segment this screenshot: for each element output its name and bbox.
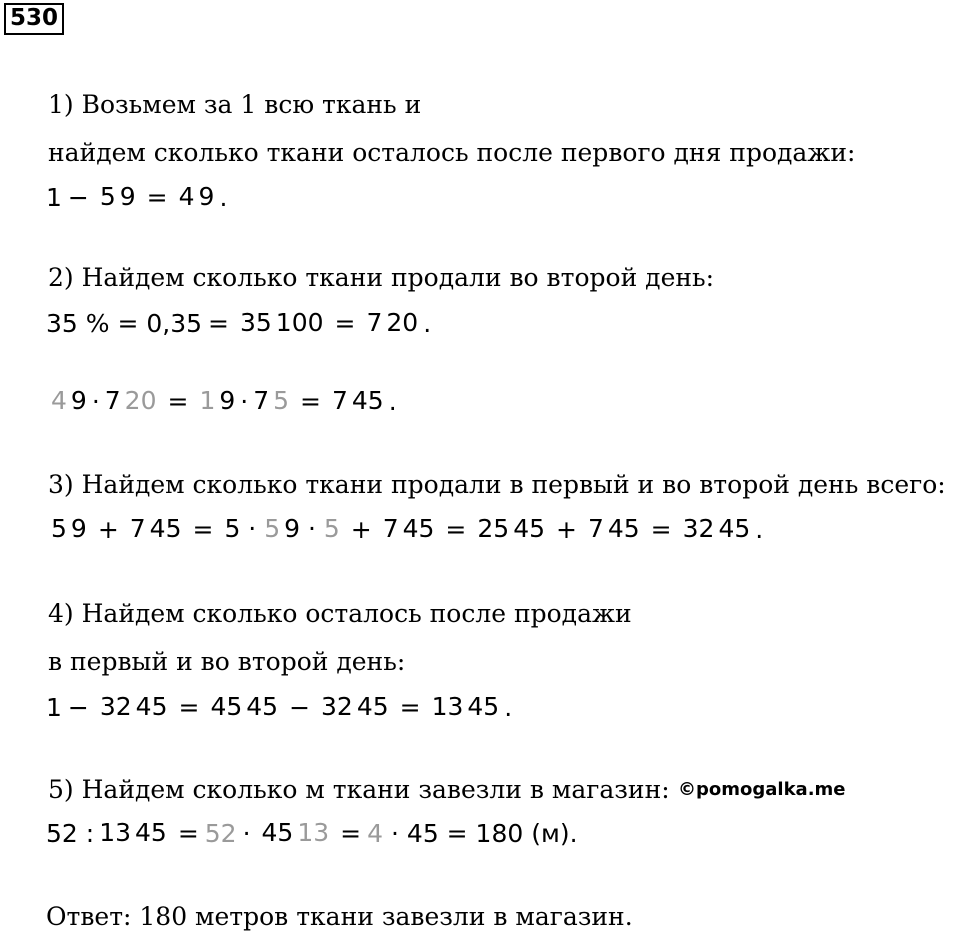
step-4-line-2: в первый и во второй день: bbox=[48, 647, 406, 676]
equals-sign: = bbox=[177, 818, 199, 848]
denominator: 9 bbox=[198, 182, 215, 211]
denominator-cancelled: 13 bbox=[297, 818, 330, 847]
fraction bbox=[103, 386, 159, 416]
numerator: 45 bbox=[261, 818, 294, 847]
denominator: 45 bbox=[607, 514, 640, 543]
numerator: 35 bbox=[239, 308, 272, 337]
equals-sign: = bbox=[178, 692, 200, 722]
period: . bbox=[423, 308, 432, 338]
fraction bbox=[49, 514, 89, 544]
denominator bbox=[282, 514, 342, 543]
fraction bbox=[251, 386, 291, 416]
equals-sign: = bbox=[192, 514, 214, 544]
step-2-line: 2) Найдем сколько ткани продали во второй день: bbox=[48, 263, 715, 292]
fraction bbox=[98, 692, 170, 722]
denominator: 45 bbox=[149, 514, 182, 543]
fraction bbox=[222, 514, 341, 544]
extra-factor: 5 bbox=[264, 514, 281, 543]
equation-4 bbox=[46, 514, 763, 544]
step-4-line-1: 4) Найдем сколько осталось после продажи bbox=[48, 599, 632, 628]
fraction bbox=[430, 692, 502, 722]
step-3-line: 3) Найдем сколько ткани продали в первый и во второй день всего: bbox=[48, 470, 946, 499]
denominator: 9 bbox=[219, 386, 236, 415]
equation-6 bbox=[46, 818, 578, 848]
denominator: 9 bbox=[70, 386, 87, 415]
numerator-reduced: 1 bbox=[199, 386, 216, 415]
numerator: 5 bbox=[51, 514, 67, 543]
equals-sign: = bbox=[399, 692, 421, 722]
plus-sign: + bbox=[556, 514, 577, 544]
fraction bbox=[681, 514, 753, 544]
denominator-reduced: 5 bbox=[273, 386, 290, 415]
denominator: 9 bbox=[70, 514, 87, 543]
numerator: 7 bbox=[104, 386, 121, 415]
numerator: 7 bbox=[253, 386, 270, 415]
numerator: 4 bbox=[178, 182, 195, 211]
equation-2 bbox=[46, 308, 431, 338]
step-1-line-1: 1) Возьмем за 1 всю ткань и bbox=[48, 90, 422, 119]
fraction bbox=[475, 514, 547, 544]
equals-sign: = bbox=[167, 386, 189, 416]
fraction bbox=[97, 818, 169, 848]
equals-sign: = bbox=[334, 308, 356, 338]
multiply-sign: · bbox=[240, 386, 249, 416]
multiply-sign: · bbox=[242, 818, 251, 848]
equals-sign: = bbox=[650, 514, 672, 544]
equals-sign: = bbox=[208, 308, 229, 338]
numerator: 32 bbox=[99, 692, 132, 721]
result: · 45 = 180 (м). bbox=[391, 818, 578, 848]
answer-line: Ответ: 180 метров ткани завезли в магазин. bbox=[46, 902, 633, 931]
numerator: 25 bbox=[477, 514, 510, 543]
fraction bbox=[197, 386, 237, 416]
period: . bbox=[755, 514, 764, 544]
step-1-line-2: найдем сколько ткани осталось после первого дня продажи: bbox=[48, 138, 856, 167]
period: . bbox=[388, 386, 397, 416]
multiply-sign: · bbox=[91, 386, 100, 416]
watermark: ©pomogalka.me bbox=[678, 779, 846, 800]
numerator: 7 bbox=[587, 514, 604, 543]
denominator: 45 bbox=[135, 818, 167, 847]
fraction bbox=[177, 182, 217, 212]
fraction bbox=[381, 514, 437, 544]
problem-number: 530 bbox=[4, 3, 64, 35]
fraction bbox=[238, 308, 326, 338]
term: 1 bbox=[46, 182, 62, 212]
fraction bbox=[208, 692, 280, 722]
denominator: 45 bbox=[246, 692, 279, 721]
minus-sign: − bbox=[289, 692, 311, 722]
fraction bbox=[49, 386, 89, 416]
equation-1 bbox=[46, 182, 227, 212]
equation-3 bbox=[46, 386, 397, 416]
denominator: 45 bbox=[356, 692, 389, 721]
equation-5 bbox=[46, 692, 512, 722]
equals-sign: = bbox=[146, 182, 168, 212]
fraction bbox=[319, 692, 391, 722]
numerator: 32 bbox=[321, 692, 353, 721]
term-reduced: 4 bbox=[367, 818, 384, 848]
denominator: 45 bbox=[402, 514, 435, 543]
plus-sign: + bbox=[97, 514, 119, 544]
numerator: 7 bbox=[366, 308, 383, 337]
denominator: 45 bbox=[467, 692, 500, 721]
numerator: 7 bbox=[331, 386, 348, 415]
period: . bbox=[504, 692, 513, 722]
denominator: 9 bbox=[119, 182, 136, 211]
term: 52 : bbox=[46, 818, 95, 848]
denominator: 45 bbox=[718, 514, 751, 543]
fraction bbox=[128, 514, 184, 544]
equals-sign: = bbox=[340, 818, 362, 848]
numerator-base: 5 · bbox=[224, 514, 265, 543]
denominator: 45 bbox=[135, 692, 168, 721]
fraction bbox=[98, 182, 138, 212]
numerator-cancelled: 4 bbox=[51, 386, 67, 415]
denominator: 45 bbox=[351, 386, 384, 415]
fraction bbox=[260, 818, 332, 848]
numerator: 45 bbox=[210, 692, 243, 721]
denominator-base: 9 · bbox=[284, 514, 324, 543]
denominator-cancelled: 20 bbox=[124, 386, 157, 415]
equals-sign: = bbox=[300, 386, 321, 416]
fraction bbox=[586, 514, 642, 544]
minus-sign: − bbox=[67, 692, 89, 722]
numerator: 7 bbox=[382, 514, 399, 543]
step-5-line: 5) Найдем сколько м ткани завезли в магазин: bbox=[48, 775, 670, 804]
numerator: 7 bbox=[129, 514, 146, 543]
minus-sign: − bbox=[67, 182, 89, 212]
period: . bbox=[219, 182, 228, 212]
equals-sign: = bbox=[445, 514, 467, 544]
term: 1 bbox=[46, 692, 62, 722]
term: 35 % = 0,35 bbox=[46, 308, 203, 338]
numerator: 13 bbox=[431, 692, 464, 721]
denominator: 20 bbox=[386, 308, 419, 337]
numerator bbox=[222, 514, 282, 543]
plus-sign: + bbox=[350, 514, 372, 544]
numerator: 32 bbox=[682, 514, 715, 543]
numerator: 13 bbox=[99, 818, 131, 847]
fraction bbox=[330, 386, 386, 416]
term-cancelled: 52 bbox=[204, 818, 237, 848]
denominator: 45 bbox=[513, 514, 545, 543]
denominator: 100 bbox=[275, 308, 324, 337]
fraction bbox=[364, 308, 420, 338]
extra-factor: 5 bbox=[323, 514, 340, 543]
numerator: 5 bbox=[99, 182, 116, 211]
